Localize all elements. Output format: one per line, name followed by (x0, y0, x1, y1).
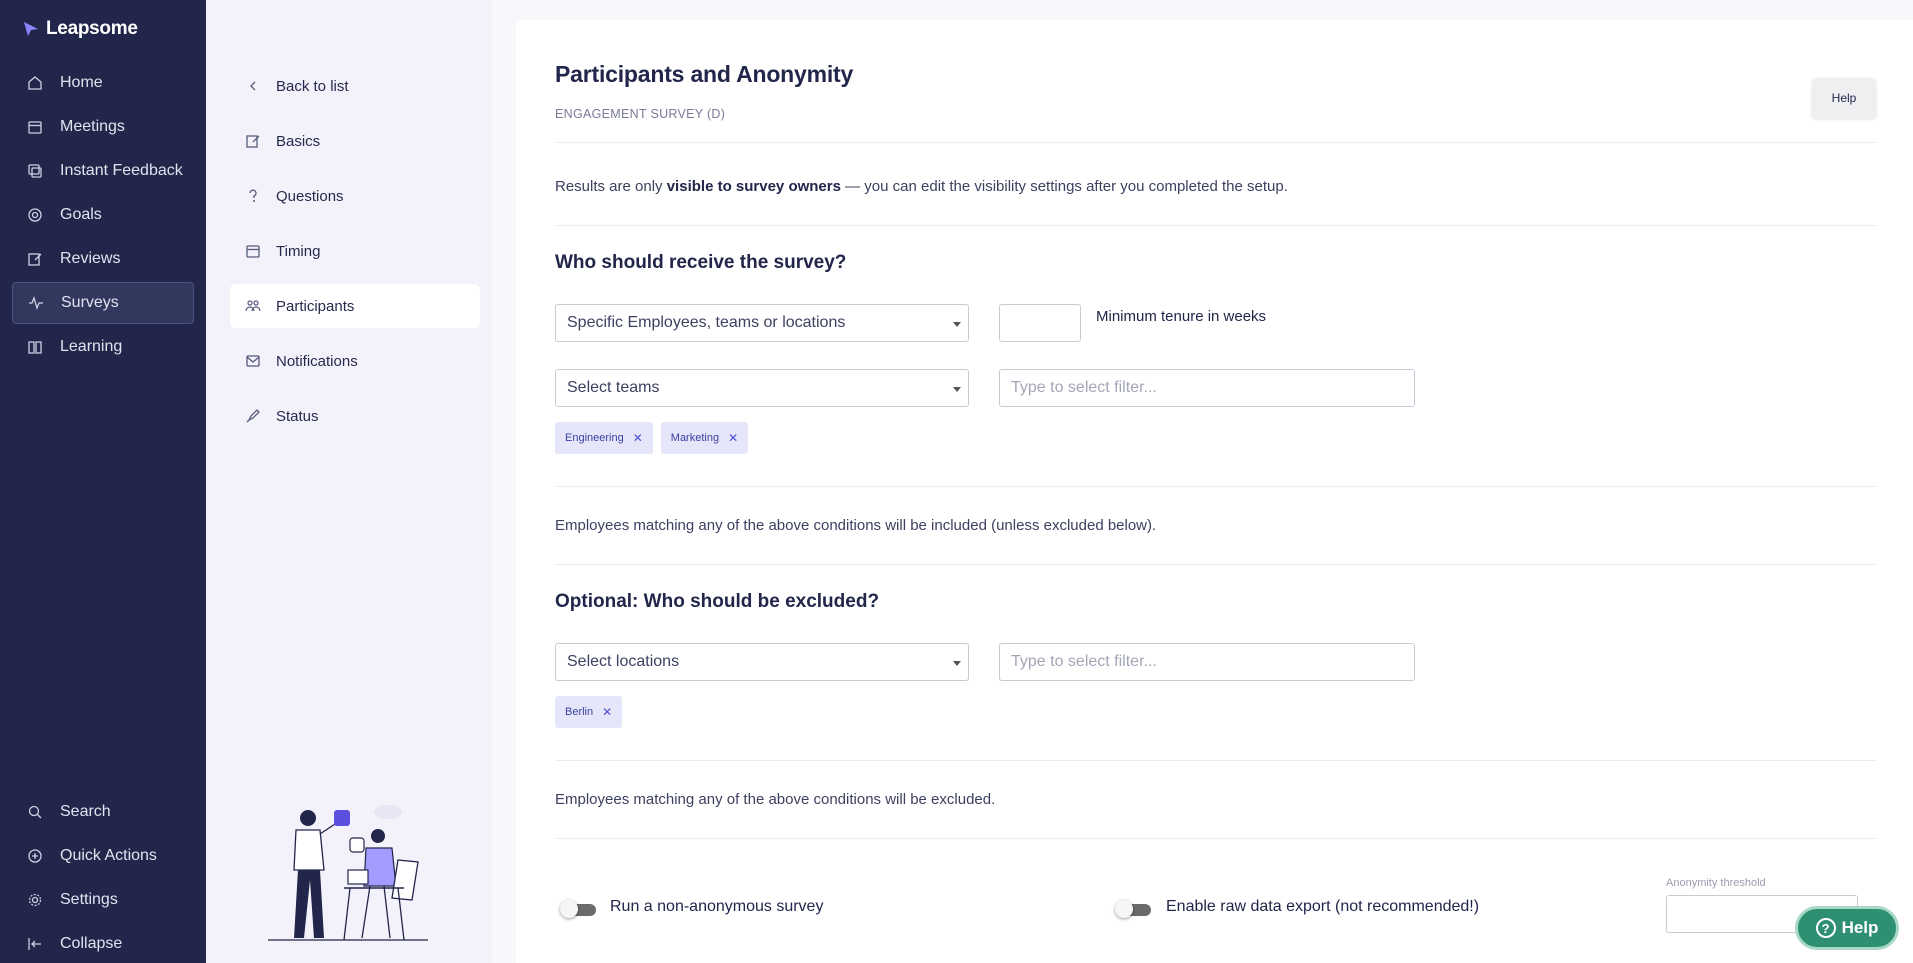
collapse-icon (26, 935, 44, 953)
remove-tag-icon[interactable]: ✕ (602, 705, 613, 719)
main-card (516, 20, 1913, 963)
edit-icon (244, 132, 262, 150)
nav-label: Collapse (60, 935, 123, 952)
subnav-label: Notifications (276, 352, 358, 370)
edit-icon (26, 250, 44, 268)
nav-item-meetings[interactable] (12, 106, 194, 148)
nav-item-reviews[interactable] (12, 238, 194, 280)
nav-item-surveys[interactable] (12, 282, 194, 324)
back-icon (244, 77, 262, 95)
subnav-label: Basics (276, 132, 321, 150)
search-icon (26, 803, 44, 821)
caret-down-icon (953, 387, 961, 392)
page-subtitle: ENGAGEMENT SURVEY (D) (555, 107, 726, 121)
non-anonymous-label: Run a non-anonymous survey (610, 898, 824, 915)
select-value: Select locations (567, 653, 680, 670)
brand-name: Leapsome (46, 18, 138, 39)
calendar-icon (26, 118, 44, 136)
subnav-label: Back to list (276, 77, 349, 95)
selected-teams (555, 422, 748, 454)
nav-bottom-list (12, 791, 194, 963)
divider (555, 142, 1876, 143)
include-note: Employees matching any of the above conditions will be included (unless excluded below). (555, 517, 1157, 534)
teams-filter-input[interactable] (999, 369, 1415, 407)
nav-label: Learning (60, 338, 123, 355)
people-icon (244, 297, 262, 315)
question-icon (244, 187, 262, 205)
divider (555, 564, 1876, 565)
raw-export-label: Enable raw data export (not recommended!) (1166, 898, 1480, 915)
survey-subnav (206, 0, 492, 963)
visibility-note (555, 178, 1288, 195)
pulse-icon (27, 294, 45, 312)
rocket-icon (244, 407, 262, 425)
divider (555, 760, 1876, 761)
main-nav (0, 0, 206, 963)
leapsome-logo-icon (22, 20, 40, 38)
tag-label: Berlin (565, 706, 594, 718)
subnav-timing[interactable] (230, 229, 480, 273)
nav-label: Quick Actions (60, 847, 157, 864)
team-collaboration-illustration (258, 800, 438, 945)
help-widget-label: Help (1841, 918, 1879, 937)
min-tenure-label: Minimum tenure in weeks (1096, 308, 1267, 325)
nav-label: Settings (60, 891, 118, 908)
toggle-knob (1115, 900, 1133, 918)
remove-tag-icon[interactable]: ✕ (728, 431, 739, 445)
subnav-list (230, 64, 480, 449)
exclude-note: Employees matching any of the above conditions will be excluded. (555, 791, 996, 808)
target-icon (26, 206, 44, 224)
question-circle-icon: ? (1816, 918, 1836, 938)
caret-down-icon (953, 661, 961, 666)
home-icon (26, 74, 44, 92)
min-tenure-input[interactable] (999, 304, 1081, 342)
gear-icon (26, 891, 44, 909)
nav-item-quick-actions[interactable] (12, 835, 194, 877)
page-title: Participants and Anonymity (555, 61, 854, 87)
non-anonymous-toggle[interactable] (560, 900, 596, 918)
nav-item-learning[interactable] (12, 326, 194, 368)
locations-filter-input[interactable] (999, 643, 1415, 681)
nav-label: Reviews (60, 250, 121, 267)
toggle-knob (560, 900, 578, 918)
nav-label: Search (60, 803, 111, 820)
nav-item-search[interactable] (12, 791, 194, 833)
nav-item-goals[interactable] (12, 194, 194, 236)
divider (555, 225, 1876, 226)
divider (555, 486, 1876, 487)
visibility-note-prefix: Results are only (555, 178, 667, 195)
exclude-heading: Optional: Who should be excluded? (555, 591, 880, 612)
nav-label: Goals (60, 206, 102, 223)
select-value: Specific Employees, teams or locations (567, 314, 846, 331)
subnav-status[interactable] (230, 394, 480, 438)
subnav-basics[interactable] (230, 119, 480, 163)
book-icon (26, 338, 44, 356)
select-value: Select teams (567, 379, 660, 396)
selected-locations (555, 696, 622, 728)
calendar-icon (244, 242, 262, 260)
receive-heading: Who should receive the survey? (555, 252, 847, 273)
team-tag (555, 422, 653, 454)
plus-circle-icon (26, 847, 44, 865)
subnav-questions[interactable] (230, 174, 480, 218)
subnav-notifications[interactable] (230, 339, 480, 383)
locations-select[interactable] (555, 643, 969, 681)
subnav-label: Participants (276, 297, 355, 315)
nav-label: Meetings (60, 118, 125, 135)
teams-select[interactable] (555, 369, 969, 407)
feedback-icon (26, 162, 44, 180)
nav-item-instant-feedback[interactable] (12, 150, 194, 192)
nav-list (12, 62, 194, 370)
nav-item-home[interactable] (12, 62, 194, 104)
subnav-label: Status (276, 407, 319, 425)
remove-tag-icon[interactable]: ✕ (632, 431, 643, 445)
visibility-note-suffix: — you can edit the visibility settings after you completed the setup. (840, 178, 1288, 195)
help-widget-button[interactable] (1795, 906, 1899, 950)
nav-label: Instant Feedback (60, 162, 183, 179)
caret-down-icon (953, 322, 961, 327)
subnav-label: Timing (276, 242, 321, 260)
help-button[interactable]: Help (1812, 78, 1876, 118)
anonymity-threshold-label: Anonymity threshold (1666, 877, 1766, 889)
subnav-participants[interactable] (230, 284, 480, 328)
tag-label: Engineering (565, 432, 624, 444)
nav-item-settings[interactable] (12, 879, 194, 921)
subnav-back-to-list[interactable] (230, 64, 480, 108)
app-logo[interactable] (22, 18, 138, 40)
visibility-note-highlight: visible to survey owners (666, 178, 841, 195)
team-tag (661, 422, 748, 454)
divider (555, 838, 1876, 839)
raw-export-toggle[interactable] (1115, 900, 1151, 918)
nav-label: Surveys (61, 294, 119, 311)
mail-icon (244, 352, 262, 370)
tag-label: Marketing (670, 432, 720, 444)
subnav-label: Questions (276, 187, 344, 205)
nav-item-collapse[interactable] (12, 923, 194, 963)
nav-label: Home (60, 74, 103, 91)
recipients-mode-select[interactable] (555, 304, 969, 342)
location-tag (555, 696, 622, 728)
